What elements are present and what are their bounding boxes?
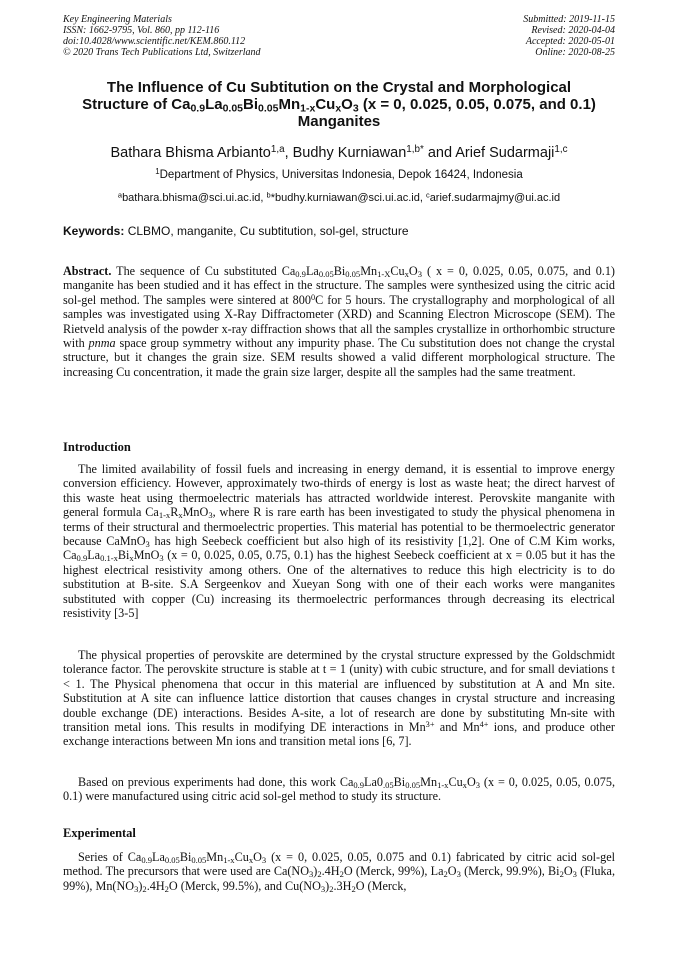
issn: ISSN: 1662-9795, Vol. 860, pp 112-116 bbox=[63, 25, 220, 36]
title-line-3: Manganites bbox=[297, 113, 381, 130]
author-2: Budhy Kurniawan bbox=[292, 145, 407, 161]
affiliation: $^1$Department of Physics, Universitas Indonesia, Depok 16424, Indonesia bbox=[155, 167, 523, 181]
date-online: Online: 2020-08-25 bbox=[535, 47, 615, 58]
title-line-1: The Influence of Cu Subtitution on the Crystal and Morphological bbox=[106, 79, 572, 96]
intro-paragraph-2: The physical properties of perovskite are determined by the crystal structure expressed by the Goldschmidt tolerance factor. The perovskite structure is stable at t = 1 (unity) with cubic structure, and for small deviations t < 1. The Physical phenomena that occur in this material are influenced by substitution at A and Mn site. Substitution at A site can influence lattice distortion that causes changes in crystal structure and increasing double exchange (DE) interactions. Besides A-site, a lot of research are done by substituting Mn-site with transition metal ions. This results in modifying DE interactions in $Mn^{3+}$ and $Mn^{4+}$ ions, and produce other exchange interactions between Mn ions and transition metal ions [6, 7]. bbox=[63, 648, 615, 749]
date-accepted: Accepted: 2020-05-01 bbox=[525, 36, 615, 47]
paper-title bbox=[50, 79, 628, 130]
journal-info bbox=[63, 14, 261, 58]
keywords-label: Keywords: bbox=[63, 224, 125, 238]
intro-paragraph-1: The limited availability of fossil fuels and increasing in energy demand, it is essential to improve energy conversion efficiency. However, approximately two-thirds of energy is lost as waste heat; the direct harvest of this waste heat using thermoelectric materials has attracted worldwide interest. Perovskite manganite with general formula $Ca_{1-x}R_xMnO_3$, where R is rare earth has been investigated to study the physical phenomena in terms of their structural and thermoelectric properties. This material has potential to be thermoelectric generator because CaMnO$_3$ has high Seebeck coefficient but also high of its resistivity [1,2]. One of C.M Kim works, $Ca_{0.9}La_{0.1-x}Bi_xMnO_3$ (x = 0, 0.025, 0.05, 0.75, 0.1) has the highest Seebeck coefficient at x = 0.05 but it has the highest electrical resistivity among others. One of the alternatives to reduce this high electricity is to do substitution at B-site. S.A Sergeenkov and Xueyan Song with one of their each works were manganites substituted with copper (Cu) increasing its thermoelectric performances through decreasing its electrical resistivity [3-5] bbox=[63, 462, 615, 621]
email-b[interactable]: *budhy.kurniawan@sci.ui.ac.id, bbox=[270, 192, 426, 204]
copyright: © 2020 Trans Tech Publications Ltd, Switzerland bbox=[63, 47, 261, 58]
publication-dates bbox=[523, 14, 615, 58]
date-submitted: Submitted: 2019-11-15 bbox=[523, 14, 615, 25]
introduction-heading: Introduction bbox=[63, 440, 131, 454]
email-a[interactable]: bathara.bhisma@sci.ui.ac.id, bbox=[122, 192, 267, 204]
email-c[interactable]: arief.sudarmajmy@ui.ac.id bbox=[429, 192, 561, 204]
abstract: Abstract. The sequence of Cu substituted $Ca_{0.9}La_{0.05}Bi_{0.05}Mn_{1-X}Cu_xO_3$ ( x = 0, 0.025, 0.05, 0.075, and 0.1) manganite has been studied and it has effect in the structure. The samples were synthesized using the citric acid sol-gel method. The samples were sintered at $800^0C$ for 5 hours. The crystallography and morphological of all samples was investigated using X-Ray Diffractometer (XRD) and Scanning Electron Microscope (SEM). The Rietveld analysis of the powder x-ray diffraction shows that all the samples crystallize in orthorhombic structure with pnma space group symmetry without any impurity phase. The Cu substitution does not change the crystal structure, but it changes the grain size. SEM results showed a valid different morphological structure. The increasing Cu concentration, it made the grain size larger, despite all the samples had the same treatment. bbox=[63, 264, 615, 379]
experimental-paragraph-1: Series of $Ca_{0.9}La_{0.05}Bi_{0.05}Mn_{1-x}Cu_xO_3$ (x = 0, 0.025, 0.05, 0.075 and 0.1) fabricated by citric acid sol-gel method. The precursors that were used are $Ca(NO_3)_2.4H_2O$ (Merck, 99%), $La_2O_3$ (Merck, 99.9%), $Bi_2O_3$ (Fluka, 99%), $Mn(NO_3)_2.4H_2O$ (Merck, 99.5%), and $Cu(NO_3)_2.3H_2O$ (Merck, bbox=[63, 850, 615, 894]
journal-name: Key Engineering Materials bbox=[63, 14, 172, 25]
keywords bbox=[63, 224, 409, 238]
date-revised: Revised: 2020-04-04 bbox=[531, 25, 615, 36]
experimental-heading: Experimental bbox=[63, 826, 136, 840]
abstract-label: Abstract. bbox=[63, 264, 112, 278]
keywords-text: CLBMO, manganite, Cu subtitution, sol-gel, structure bbox=[124, 224, 409, 238]
intro-paragraph-3: Based on previous experiments had done, this work $Ca_{0.9}La0_{.05}Bi_{0.05}Mn_{1-x}Cu_xO_3$ (x = 0, 0.025, 0.05, 0.075, 0.1) were manufactured using citric acid sol-gel method to study its structure. bbox=[63, 775, 615, 804]
author-3: Arief Sudarmaji bbox=[455, 145, 555, 161]
doi[interactable]: doi:10.4028/www.scientific.net/KEM.860.112 bbox=[63, 36, 246, 47]
author-list: Bathara Bhisma Arbianto$^{1,a}$, Budhy Kurniawan$^{1,b*}$ and Arief Sudarmaji$^{1,c}$ bbox=[110, 144, 568, 161]
title-line-2: Structure of $Ca_{0.9}La_{0.05}Bi_{0.05}Mn_{1-x}Cu_xO_3$ (x = 0, 0.025, 0.05, 0.075, and 0.1) bbox=[82, 96, 596, 115]
author-emails: $^a$bathara.bhisma@sci.ui.ac.id, $^b$*budhy.kurniawan@sci.ui.ac.id, $^c$arief.sudarmajmy@ui.ac.id bbox=[117, 190, 561, 204]
author-1: Bathara Bhisma Arbianto bbox=[110, 145, 271, 161]
